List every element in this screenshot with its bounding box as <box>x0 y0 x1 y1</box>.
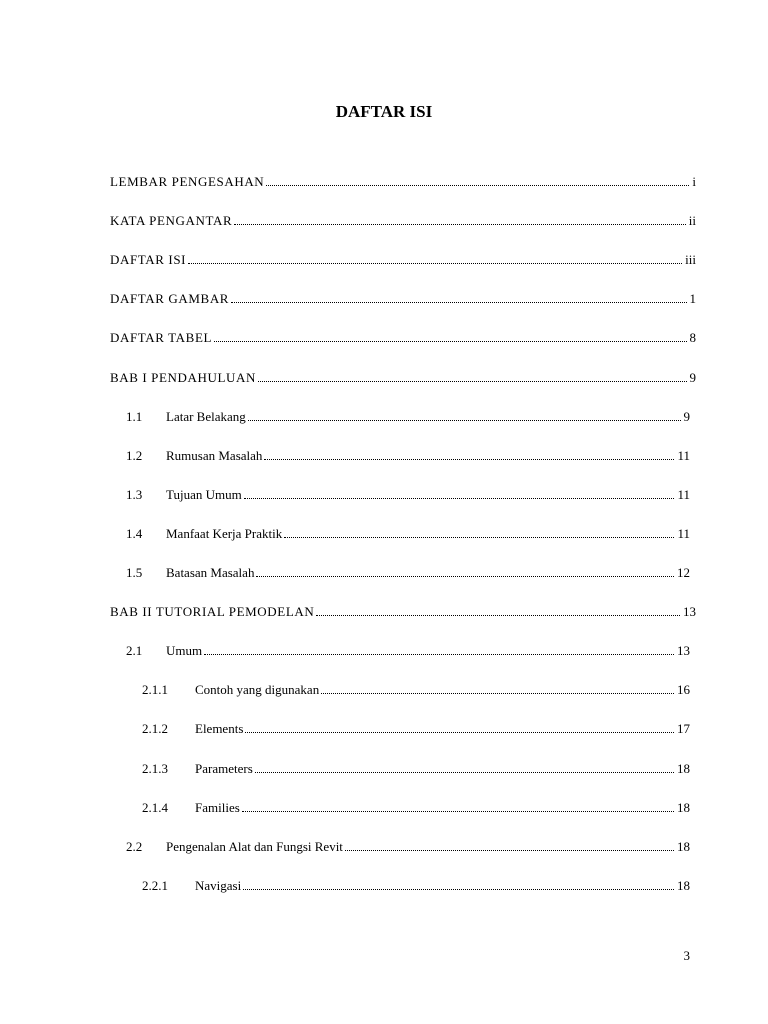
toc-entry-page: 17 <box>677 721 690 737</box>
toc-entry[interactable] <box>110 174 696 190</box>
toc-entry[interactable] <box>126 409 690 425</box>
toc-entry-page: 1 <box>689 291 696 307</box>
toc-entry-number: 1.5 <box>126 565 143 580</box>
toc-entry[interactable] <box>110 370 696 386</box>
toc-leader-dots <box>242 801 674 812</box>
toc-entry-page: 12 <box>677 565 690 580</box>
toc-leader-dots <box>266 175 689 186</box>
toc-leader-dots <box>321 683 674 694</box>
toc-leader-dots <box>264 449 674 460</box>
toc-entry[interactable] <box>142 682 690 698</box>
toc-entry[interactable] <box>126 839 690 855</box>
toc-entry-page: 18 <box>677 799 690 815</box>
toc-entry-label: Latar Belakang <box>166 408 246 424</box>
toc-entry-page: i <box>692 174 696 189</box>
toc-entry-label: DAFTAR ISI <box>110 252 187 268</box>
toc-leader-dots <box>214 331 686 342</box>
toc-entry[interactable] <box>142 761 690 777</box>
toc-entry-label: BAB I PENDAHULUAN <box>110 369 256 385</box>
toc-leader-dots <box>258 371 687 382</box>
toc-leader-dots <box>188 253 682 264</box>
toc-entry-number: 1.4 <box>126 525 143 541</box>
toc-leader-dots <box>316 605 680 616</box>
toc-entry-number: 2.1.1 <box>142 682 168 698</box>
toc-leader-dots <box>245 722 674 733</box>
toc-entry-page: 9 <box>689 369 696 385</box>
toc-entry-label: Batasan Masalah <box>166 565 255 580</box>
toc-entry-page: 9 <box>683 408 690 424</box>
toc-entry-number: 1.2 <box>126 447 143 463</box>
toc-entry-label: Manfaat Kerja Praktik <box>166 525 283 541</box>
toc-entry-number: 2.1 <box>126 643 143 659</box>
toc-entry-page: 11 <box>677 525 690 541</box>
toc-entry[interactable] <box>142 800 690 816</box>
page-title: DAFTAR ISI <box>335 102 433 121</box>
toc-entry-page: 18 <box>677 838 690 854</box>
toc-entry-label: Umum <box>166 643 203 659</box>
page-number: 3 <box>683 948 690 963</box>
toc-entry-label: BAB II TUTORIAL PEMODELAN <box>110 604 315 620</box>
toc-leader-dots <box>204 644 674 655</box>
toc-entry[interactable] <box>142 878 690 894</box>
toc-entry[interactable] <box>110 291 696 307</box>
toc-entry-number: 2.1.2 <box>142 721 168 737</box>
toc-leader-dots <box>244 488 675 499</box>
toc-entry-number: 2.1.4 <box>142 799 168 815</box>
toc-entry-number: 2.2 <box>126 838 143 854</box>
toc-leader-dots <box>256 566 674 577</box>
toc-entry-label: Pengenalan Alat dan Fungsi Revit <box>166 838 343 854</box>
toc-entry[interactable] <box>142 721 690 737</box>
toc-entry[interactable] <box>126 487 690 503</box>
toc-entry-label: Rumusan Masalah <box>166 447 263 463</box>
toc-leader-dots <box>284 527 674 538</box>
toc-entry-label: DAFTAR GAMBAR <box>110 291 230 307</box>
toc-entry-page: ii <box>688 213 696 229</box>
toc-entry-page: 18 <box>677 877 690 893</box>
toc-entry-label: DAFTAR TABEL <box>110 330 213 346</box>
toc-leader-dots <box>345 840 674 851</box>
toc-entry[interactable] <box>110 213 696 229</box>
toc-entry-label: Families <box>195 799 240 815</box>
toc-entry-page: 13 <box>683 604 696 620</box>
toc-entry-page: iii <box>685 252 696 268</box>
toc-leader-dots <box>231 292 686 303</box>
toc-entry[interactable] <box>110 330 696 346</box>
toc-leader-dots <box>255 762 674 773</box>
toc-entry-label: Contoh yang digunakan <box>195 682 320 698</box>
toc-entry[interactable] <box>126 643 690 659</box>
toc-entry-page: 11 <box>677 447 690 463</box>
toc-entry-page: 13 <box>677 643 690 659</box>
toc-entry-label: Navigasi <box>195 877 242 893</box>
toc-leader-dots <box>243 879 674 890</box>
toc-entry[interactable] <box>126 526 690 542</box>
toc-entry-label: Tujuan Umum <box>166 486 242 502</box>
toc-entry-page: 11 <box>677 486 690 502</box>
toc-entry-label: Elements <box>195 721 244 737</box>
toc-entry-page: 8 <box>689 330 696 346</box>
toc-entry[interactable] <box>126 565 690 581</box>
toc-entry-number: 2.1.3 <box>142 760 168 776</box>
toc-leader-dots <box>248 410 681 421</box>
toc-leader-dots <box>234 214 686 225</box>
toc-entry-label: KATA PENGANTAR <box>110 213 233 229</box>
toc-entry[interactable] <box>126 448 690 464</box>
toc-entry-page: 16 <box>677 682 690 698</box>
toc-entry-number: 1.1 <box>126 408 143 424</box>
toc-entry[interactable] <box>110 252 696 268</box>
toc-entry-number: 1.3 <box>126 486 143 502</box>
toc-entry-page: 18 <box>677 760 690 776</box>
toc-entry-label: Parameters <box>195 760 253 776</box>
toc-entry[interactable] <box>110 604 696 620</box>
toc-entry-number: 2.2.1 <box>142 877 168 893</box>
toc-entry-label: LEMBAR PENGESAHAN <box>110 174 265 189</box>
